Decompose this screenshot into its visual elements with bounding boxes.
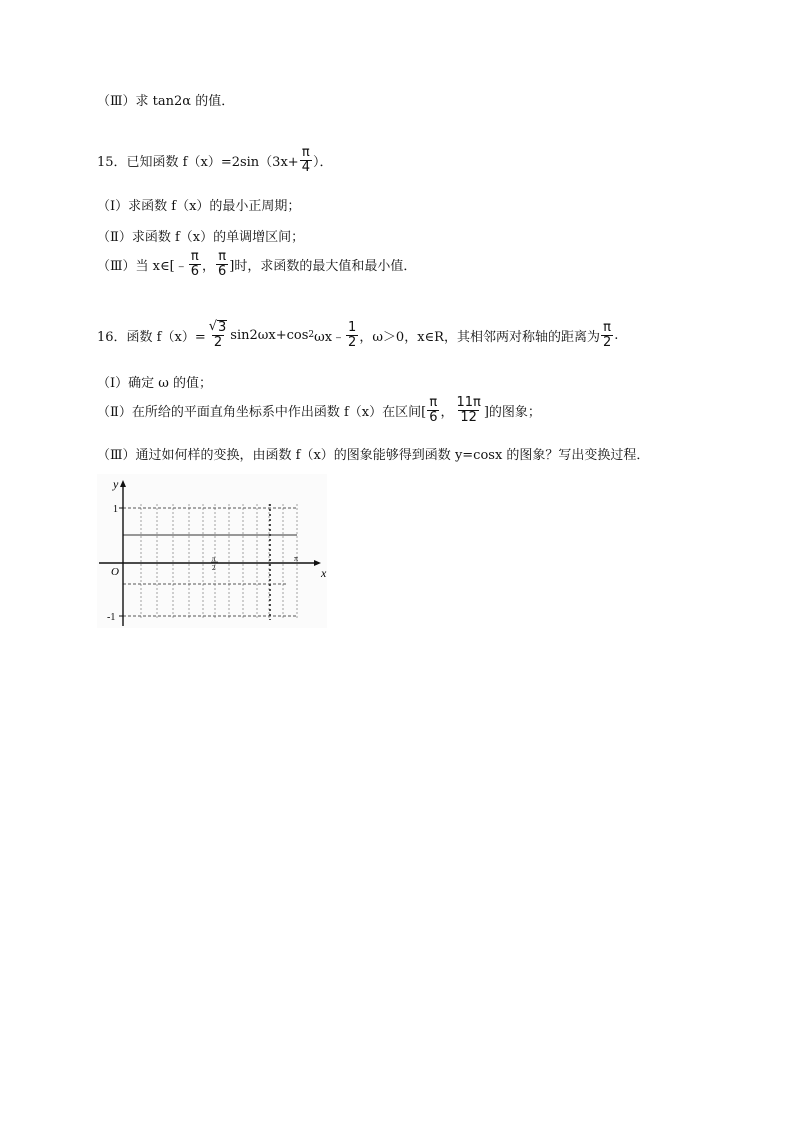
q16-part2-sep: ， (440, 405, 454, 420)
q16-part2-fraction-1-num: π (429, 395, 438, 410)
q16-part2-fraction-1 (427, 396, 439, 425)
coordinate-grid-figure (97, 474, 327, 628)
q15-stem-lead: 15．已知函数 f（x）=2sin（3x+ (97, 155, 299, 170)
q16-sqrt-radicand: 3 (218, 320, 227, 335)
q15-part3-fraction-2-num: π (218, 249, 227, 264)
q15-fraction (300, 146, 312, 175)
q15-part3 (97, 250, 416, 279)
q16-superscript: 2 (308, 330, 315, 340)
q16-fraction-1-den: 2 (213, 335, 223, 350)
q15-stem (97, 146, 332, 175)
x-axis-label: x (321, 566, 327, 580)
q14-part3 (97, 90, 234, 109)
q16-mid3: ，ω＞0，x∈R，其相邻两对称轴的距离为 (359, 329, 600, 345)
q15-part1 (97, 195, 300, 214)
y-axis-label: y (113, 477, 119, 491)
x-tick-pi: π (294, 554, 299, 563)
q15-part3-fraction-1-num: π (190, 249, 199, 264)
q14-part3-text: （Ⅲ）求 tan2α 的值． (97, 94, 235, 109)
q16-mid1: sin2ωx+cos (230, 327, 309, 343)
q16-stem (97, 320, 618, 350)
q16-fraction-3-den: 2 (602, 334, 612, 350)
q15-part3-fraction-2-den: 6 (218, 264, 227, 279)
q16-fraction-half (346, 321, 358, 350)
q16-fraction-2-num: 1 (348, 319, 357, 335)
q15-fraction-num: π (301, 145, 310, 160)
y-tick-label-1: 1 (113, 504, 118, 515)
q16-part2-tail: ]的图象； (483, 405, 541, 420)
q16-sqrt (207, 320, 230, 335)
q16-part1-text: （Ⅰ）确定 ω 的值； (97, 376, 213, 391)
q16-stem-lead: 16．函数 f（x）= (97, 329, 206, 345)
q16-part2-lead: （Ⅱ）在所给的平面直角坐标系中作出函数 f（x）在区间[ (97, 405, 427, 420)
q16-sqrt-symbol: √ (208, 319, 218, 334)
q16-part3-text: （Ⅲ）通过如何样的变换，由函数 f（x）的图象能够得到函数 y=cosx 的图象？写出变换过程． (97, 448, 650, 463)
q16-part2 (97, 396, 541, 425)
q15-part3-lead: （Ⅲ）当 x∈[﹣ (97, 259, 188, 274)
q16-part2-fraction-2 (454, 396, 482, 425)
q16-part2-fraction-2-num: 11π (456, 395, 481, 410)
q15-part3-tail: ]时，求函数的最大值和最小值． (229, 259, 417, 274)
q16-fraction-2-den: 2 (348, 334, 357, 350)
origin-label: O (111, 566, 119, 578)
q15-fraction-den: 4 (301, 160, 310, 175)
q15-stem-tail: ）． (312, 155, 333, 170)
q15-part3-fraction-2 (216, 250, 228, 279)
y-tick-label-neg1: -1 (107, 612, 116, 623)
q16-part2-fraction-2-den: 12 (460, 410, 477, 425)
q15-part2-text: （Ⅱ）求函数 f（x）的单调增区间； (97, 230, 305, 245)
q16-mid2: ωx﹣ (314, 329, 346, 345)
q15-part3-fraction-1-den: 6 (190, 264, 199, 279)
q16-fraction-pi-over-2 (601, 321, 613, 350)
q15-part3-fraction-1 (189, 250, 201, 279)
q16-fraction-3-num: π (603, 319, 611, 335)
q15-part3-sep: ， (201, 259, 215, 274)
q15-part1-text: （Ⅰ）求函数 f（x）的最小正周期； (97, 199, 301, 214)
q15-part2 (97, 226, 304, 245)
q16-fraction-sqrt3-over-2 (207, 320, 230, 350)
q16-stem-tail: . (614, 327, 619, 343)
x-tick-half-num: π (212, 555, 216, 563)
q16-part2-fraction-1-den: 6 (429, 410, 438, 425)
q16-part1 (97, 372, 212, 391)
figure-background (97, 474, 327, 628)
x-tick-half-den: 2 (212, 564, 216, 572)
q16-part3 (97, 444, 649, 463)
